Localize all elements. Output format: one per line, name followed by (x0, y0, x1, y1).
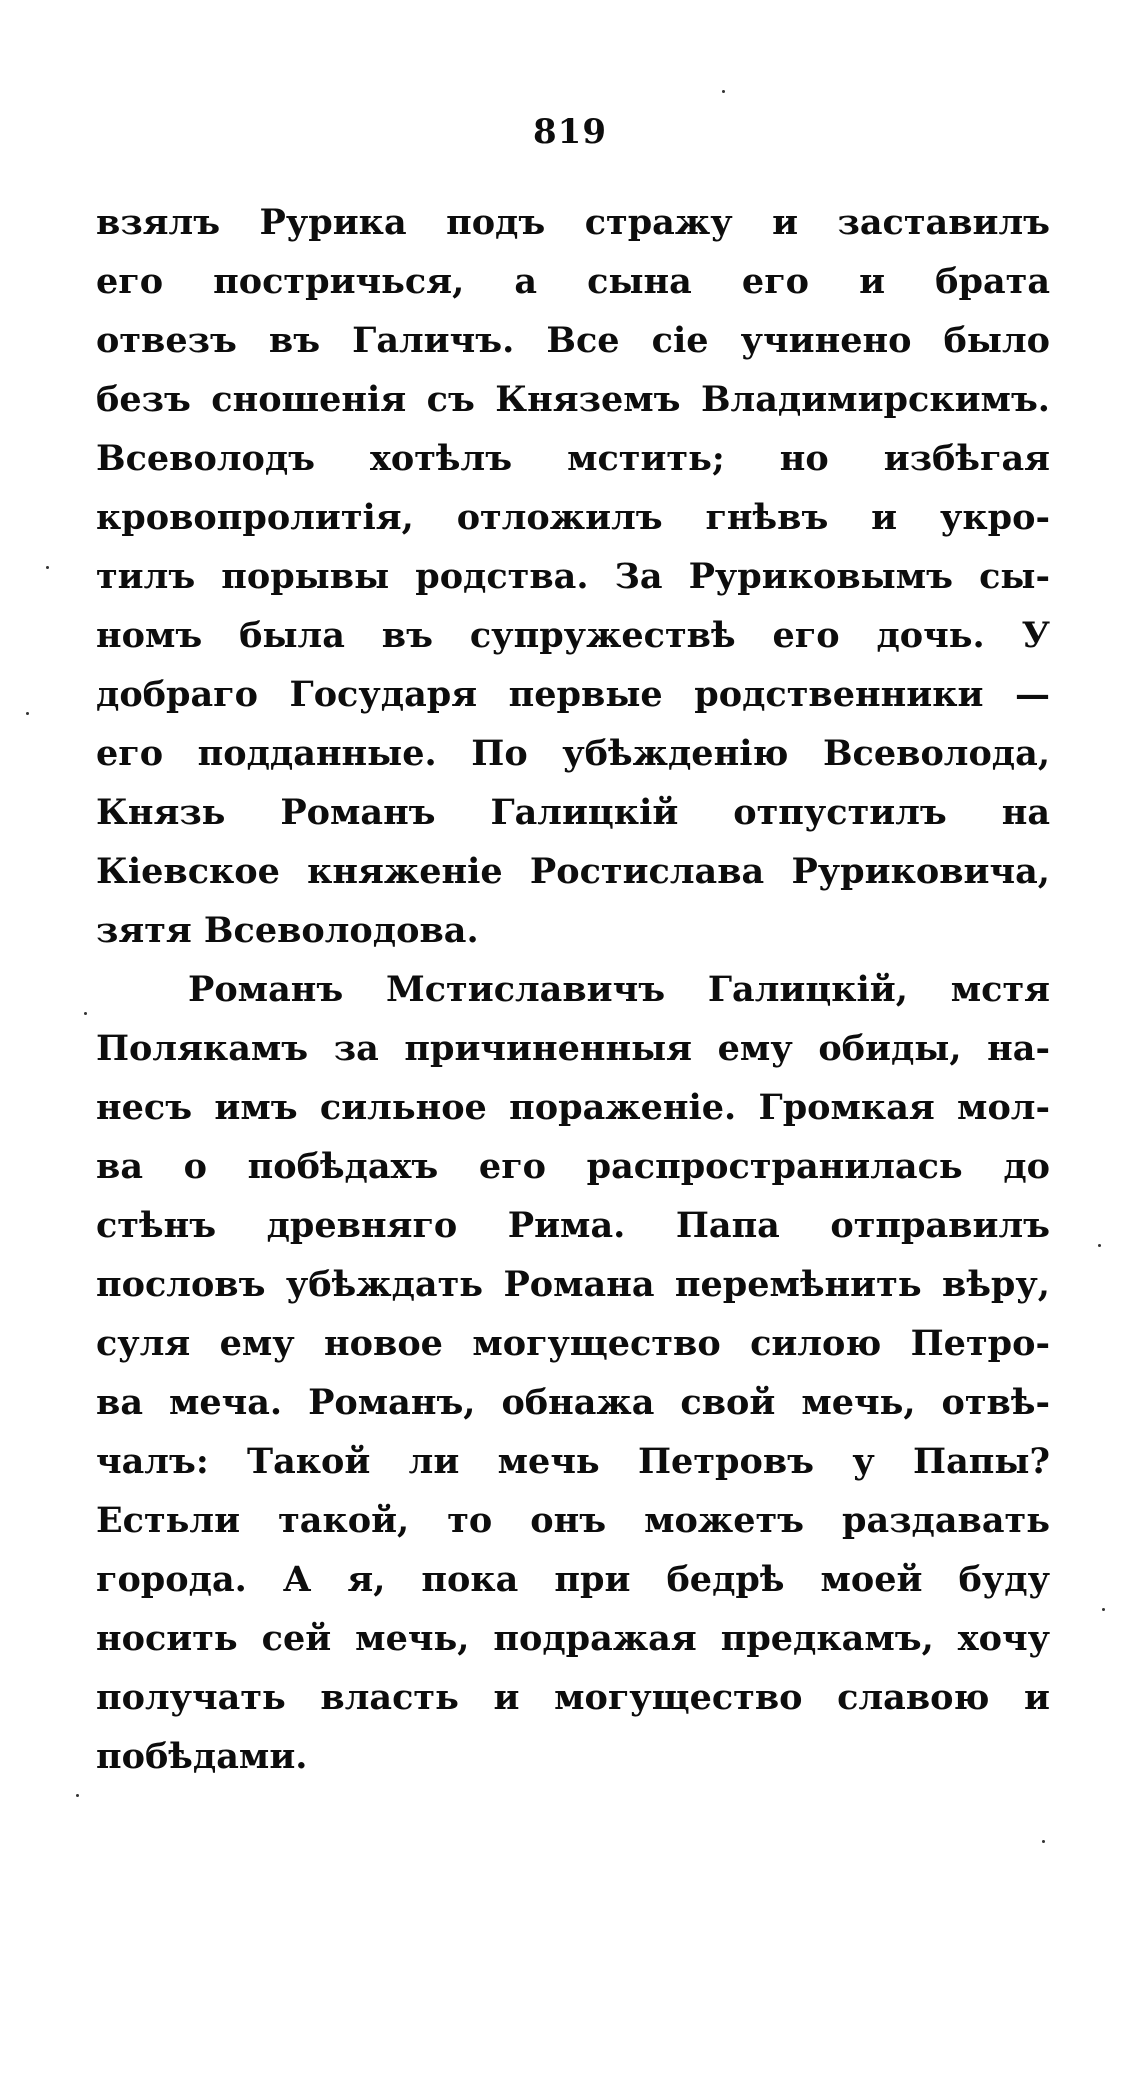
paragraph-end-line: зятя Всеволодова. (96, 910, 479, 951)
text-line: взялъ Рурика подъ стражу и заставилъ (96, 202, 1050, 243)
text-line: безъ сношенія съ Княземъ Владимирскимъ. (96, 379, 1050, 420)
text-line: Кіевское княженіе Ростислава Рурикoвича, (96, 851, 1050, 892)
body-text (96, 193, 1050, 1786)
text-line: кровопролитія, отложилъ гнѣвъ и укро- (96, 497, 1050, 538)
paragraph-end-line: побѣдами. (96, 1736, 308, 1777)
scan-speck (1098, 1244, 1101, 1247)
text-line: суля ему новое могущество силою Петро- (96, 1323, 1050, 1364)
text-line: города. А я, пока при бедрѣ моей буду (96, 1559, 1050, 1600)
scan-speck (26, 712, 29, 715)
text-line: получать власть и могущество славою и (96, 1677, 1050, 1718)
scan-speck (1102, 1608, 1105, 1611)
text-line: несъ имъ сильное пораженіе. Громкая мол- (96, 1087, 1050, 1128)
text-line: его подданные. По убѣжденію Всеволода, (96, 733, 1050, 774)
text-line: номъ была въ супружествѣ его дочь. У (96, 615, 1050, 656)
text-line: пословъ убѣждать Романа перемѣнить вѣру, (96, 1264, 1050, 1305)
scan-speck (76, 1794, 79, 1797)
text-line: стѣнъ древняго Рима. Папа отправилъ (96, 1205, 1050, 1246)
text-line: отвезъ въ Галичъ. Все сіе учинено было (96, 320, 1050, 361)
paragraph-start-line: Романъ Мстиславичъ Галицкій, мстя (188, 969, 1050, 1010)
text-line: носить сей мечь, подражая предкамъ, хочу (96, 1618, 1050, 1659)
text-line: Всеволодъ хотѣлъ мстить; но избѣгая (96, 438, 1050, 479)
scan-speck (1042, 1840, 1045, 1843)
text-line: чалъ: Такой ли мечь Петровъ у Папы? (96, 1441, 1050, 1482)
scan-speck (722, 90, 725, 93)
scan-speck (46, 566, 49, 569)
text-line: Естьли такой, то онъ можетъ раздавать (96, 1500, 1050, 1541)
text-line: ва меча. Романъ, обнажа свой мечь, отвѣ- (96, 1382, 1050, 1423)
text-line: его постричься, а сына его и брата (96, 261, 1050, 302)
text-line: Полякамъ за причиненныя ему обиды, на- (96, 1028, 1050, 1069)
text-line: Князь Романъ Галицкій отпустилъ на (96, 792, 1050, 833)
page-number: 819 (533, 112, 607, 152)
text-line: ва о побѣдахъ его распространилась до (96, 1146, 1050, 1187)
text-line: добраго Государя первые родственники — (96, 674, 1050, 715)
text-line: тилъ порывы родства. За Руриковымъ сы- (96, 556, 1050, 597)
scan-speck (84, 1012, 87, 1015)
